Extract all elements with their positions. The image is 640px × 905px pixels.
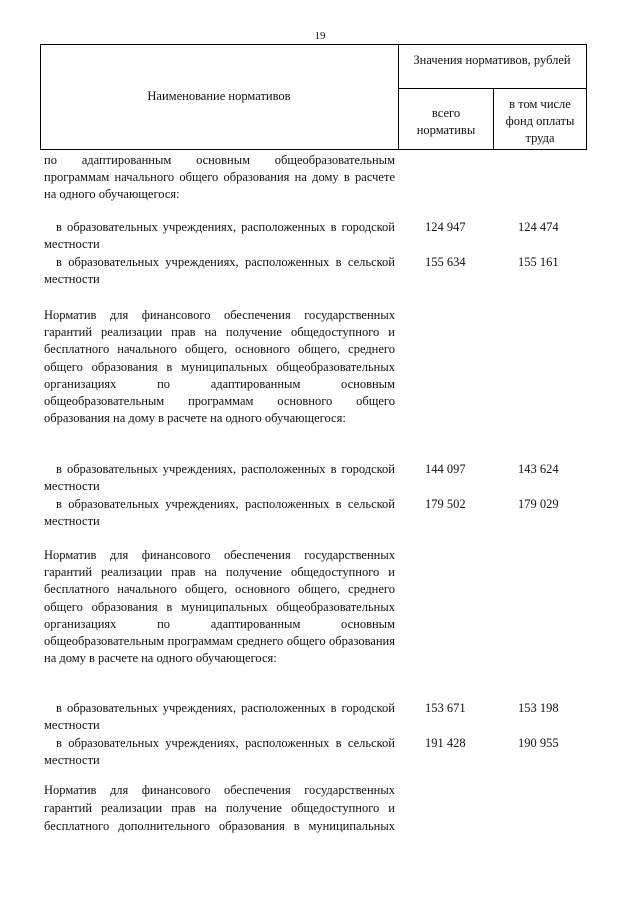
section-2-row-1-wages: 143 624 bbox=[518, 462, 559, 476]
section-2-row-1-label: в образовательных учреждениях, расположенных в городской местности bbox=[44, 462, 395, 494]
section-3-row-2-wages: 190 955 bbox=[518, 736, 559, 750]
page-number: 19 bbox=[314, 30, 326, 42]
section-1-row-1-total: 124 947 bbox=[425, 220, 466, 234]
section-2-row-2-label: в образовательных учреждениях, расположенных в сельской местности bbox=[44, 497, 395, 529]
column-divider-2 bbox=[493, 88, 494, 150]
header-wages-column: в том числе фонд оплаты труда bbox=[505, 97, 575, 145]
section-2-row-2-wages: 179 029 bbox=[518, 497, 559, 511]
section-1-row-1-label: в образовательных учреждениях, расположенных в городской местности bbox=[44, 220, 395, 252]
section-2-row-1-total: 144 097 bbox=[425, 462, 466, 476]
section-1-row-2-wages: 155 161 bbox=[518, 255, 559, 269]
section-2-text: Норматив для финансового обеспечения государственных гарантий реализации прав на получение общедоступного и бесплатного начального общего, основного общего, среднего общего образования в муниципальных общеобразовательных организациях по адаптированным основным общеобразовательным программам основного общего образования на дому в расчете на одного обучающегося: bbox=[44, 308, 395, 426]
section-1-row-1-wages: 124 474 bbox=[518, 220, 559, 234]
section-4-text: Норматив для финансового обеспечения государственных гарантий реализации прав на получение общедоступного и бесплатного дополнительного образования в муниципальных bbox=[44, 783, 395, 833]
section-3-row-2-label: в образовательных учреждениях, расположенных в сельской местности bbox=[44, 736, 395, 768]
header-name-column: Наименование нормативов bbox=[147, 89, 291, 103]
section-3-row-1-label: в образовательных учреждениях, расположенных в городской местности bbox=[44, 701, 395, 733]
section-1-row-2-total: 155 634 bbox=[425, 255, 466, 269]
section-2-row-2-total: 179 502 bbox=[425, 497, 466, 511]
section-3-row-1-wages: 153 198 bbox=[518, 701, 559, 715]
section-3-text: Норматив для финансового обеспечения государственных гарантий реализации прав на получение общедоступного и бесплатного начального общего, основного общего, среднего общего образования в муниципальных общеобразовательных организациях по адаптированным основным общеобразовательным программам среднего общего образования на дому в расчете на одного обучающегося: bbox=[44, 548, 395, 666]
section-1-row-2-label: в образовательных учреждениях, расположенных в сельской местности bbox=[44, 255, 395, 287]
section-3-row-2-total: 191 428 bbox=[425, 736, 466, 750]
section-1-text: по адаптированным основным общеобразовательным программам начального общего образования на дому в расчете на одного обучающегося: bbox=[44, 153, 395, 202]
section-3-row-1-total: 153 671 bbox=[425, 701, 466, 715]
header-bottom-border bbox=[40, 149, 587, 150]
header-total-column: всего нормативы bbox=[416, 106, 476, 137]
column-divider-1 bbox=[398, 44, 399, 150]
header-values-column: Значения нормативов, рублей bbox=[413, 53, 571, 67]
table-right-border bbox=[586, 44, 587, 150]
table-top-border bbox=[40, 44, 587, 45]
